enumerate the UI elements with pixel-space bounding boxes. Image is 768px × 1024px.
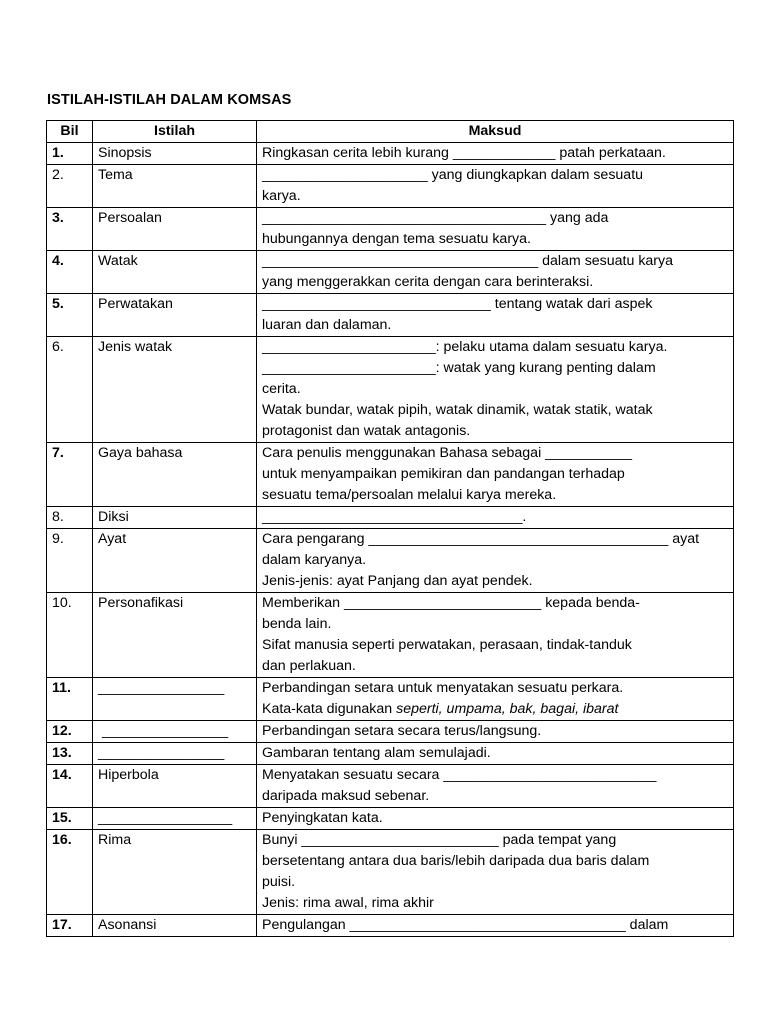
- meaning-line: ___________________________________ dalam sesuatu karya: [262, 253, 674, 269]
- meaning-line: protagonist dan watak antagonis.: [262, 423, 471, 439]
- table-row: [47, 251, 734, 294]
- term-cell: Ayat: [93, 529, 257, 593]
- term-cell: Gaya bahasa: [93, 443, 257, 507]
- header-istilah: Istilah: [93, 121, 257, 143]
- term-cell: ________________: [93, 678, 257, 721]
- meaning-line: untuk menyampaikan pemikiran dan pandangan terhadap: [262, 466, 625, 482]
- term-cell: Asonansi: [93, 915, 257, 937]
- header-bil: Bil: [47, 121, 93, 143]
- meaning-line: yang menggerakkan cerita dengan cara berinteraksi.: [262, 274, 594, 290]
- meaning-cell: [257, 743, 734, 765]
- table-header-row: [47, 121, 734, 143]
- meaning-line: Perbandingan setara secara terus/langsung.: [262, 723, 542, 739]
- meaning-line: benda lain.: [262, 616, 332, 632]
- meaning-line: Cara pengarang ______________________________________ ayat: [262, 531, 700, 547]
- meaning-line: ______________________: watak yang kurang penting dalam: [262, 360, 656, 376]
- row-number: 15.: [47, 808, 93, 830]
- term-cell: Watak: [93, 251, 257, 294]
- table-row: [47, 743, 734, 765]
- meaning-cell: [257, 529, 734, 593]
- meaning-cell: [257, 915, 734, 937]
- meaning-line: hubungannya dengan tema sesuatu karya.: [262, 231, 531, 247]
- meaning-cell: [257, 507, 734, 529]
- term-cell: Rima: [93, 830, 257, 915]
- meaning-cell: [257, 808, 734, 830]
- meaning-line: cerita.: [262, 381, 301, 397]
- table-row: [47, 529, 734, 593]
- row-number: 6.: [47, 337, 93, 443]
- meaning-line: Penyingkatan kata.: [262, 810, 383, 826]
- row-number: 7.: [47, 443, 93, 507]
- meaning-line: Gambaran tentang alam semulajadi.: [262, 745, 491, 761]
- row-number: 11.: [47, 678, 93, 721]
- meaning-line: Jenis: rima awal, rima akhir: [262, 895, 434, 911]
- meaning-cell: [257, 294, 734, 337]
- table-body: [47, 143, 734, 937]
- meaning-line: Bunyi _________________________ pada tempat yang: [262, 832, 617, 848]
- meaning-cell: [257, 721, 734, 743]
- table-row: [47, 165, 734, 208]
- meaning-line: ______________________: pelaku utama dalam sesuatu karya.: [262, 339, 668, 355]
- table-row: [47, 765, 734, 808]
- meaning-cell: [257, 143, 734, 165]
- table-row: [47, 808, 734, 830]
- meaning-cell: [257, 443, 734, 507]
- row-number: 2.: [47, 165, 93, 208]
- table-row: [47, 593, 734, 678]
- meaning-line: _____________________ yang diungkapkan dalam sesuatu: [262, 167, 644, 183]
- meaning-line: puisi.: [262, 874, 296, 890]
- meaning-line: ____________________________________ yang ada: [262, 210, 609, 226]
- table-row: [47, 678, 734, 721]
- meaning-cell: [257, 830, 734, 915]
- term-cell: Personafikasi: [93, 593, 257, 678]
- example-words: seperti, umpama, bak, bagai, ibarat: [396, 701, 619, 717]
- row-number: 5.: [47, 294, 93, 337]
- table-row: [47, 143, 734, 165]
- meaning-line: dan perlakuan.: [262, 658, 356, 674]
- row-number: 16.: [47, 830, 93, 915]
- term-cell: _________________: [93, 808, 257, 830]
- meaning-cell: [257, 337, 734, 443]
- meaning-line: Watak bundar, watak pipih, watak dinamik, watak statik, watak: [262, 402, 653, 418]
- meaning-line: sesuatu tema/persoalan melalui karya mereka.: [262, 487, 557, 503]
- term-cell: Diksi: [93, 507, 257, 529]
- table-row: [47, 337, 734, 443]
- meaning-line: Pengulangan ___________________________________ dalam: [262, 917, 669, 933]
- meaning-line: karya.: [262, 188, 301, 204]
- meaning-cell: [257, 251, 734, 294]
- table-row: [47, 443, 734, 507]
- row-number: 10.: [47, 593, 93, 678]
- term-cell: Perwatakan: [93, 294, 257, 337]
- row-number: 9.: [47, 529, 93, 593]
- meaning-text: Kata-kata digunakan: [262, 701, 397, 717]
- table-row: [47, 830, 734, 915]
- meaning-line: bersetentang antara dua baris/lebih daripada dua baris dalam: [262, 853, 650, 869]
- row-number: 14.: [47, 765, 93, 808]
- komsas-terms-table: [46, 120, 734, 937]
- meaning-line: Menyatakan sesuatu secara ___________________________: [262, 767, 657, 783]
- term-cell: Tema: [93, 165, 257, 208]
- meaning-line: Jenis-jenis: ayat Panjang dan ayat pendek.: [262, 573, 533, 589]
- row-number: 3.: [47, 208, 93, 251]
- table-row: [47, 915, 734, 937]
- meaning-line: _________________________________.: [262, 509, 527, 525]
- term-cell: ________________: [93, 721, 257, 743]
- meaning-line: Sifat manusia seperti perwatakan, perasaan, tindak-tanduk: [262, 637, 632, 653]
- meaning-line: Ringkasan cerita lebih kurang _____________ patah perkataan.: [262, 145, 666, 161]
- page-title: ISTILAH-ISTILAH DALAM KOMSAS: [47, 92, 292, 108]
- meaning-line: luaran dan dalaman.: [262, 317, 392, 333]
- term-cell: ________________: [93, 743, 257, 765]
- row-number: 4.: [47, 251, 93, 294]
- term-cell: Jenis watak: [93, 337, 257, 443]
- row-number: 8.: [47, 507, 93, 529]
- meaning-line: daripada maksud sebenar.: [262, 788, 430, 804]
- table-row: [47, 208, 734, 251]
- meaning-cell: [257, 165, 734, 208]
- meaning-cell: [257, 593, 734, 678]
- meaning-cell: [257, 678, 734, 721]
- term-cell: Sinopsis: [93, 143, 257, 165]
- meaning-line: _____________________________ tentang watak dari aspek: [262, 296, 653, 312]
- table-row: [47, 721, 734, 743]
- term-cell: Persoalan: [93, 208, 257, 251]
- meaning-line: [262, 699, 730, 720]
- table-row: [47, 507, 734, 529]
- row-number: 12.: [47, 721, 93, 743]
- table-row: [47, 294, 734, 337]
- row-number: 1.: [47, 143, 93, 165]
- meaning-cell: [257, 208, 734, 251]
- header-maksud: Maksud: [257, 121, 734, 143]
- row-number: 17.: [47, 915, 93, 937]
- meaning-line: Cara penulis menggunakan Bahasa sebagai ___________: [262, 445, 632, 461]
- meaning-line: Memberikan _________________________ kepada benda-: [262, 595, 640, 611]
- term-cell: Hiperbola: [93, 765, 257, 808]
- meaning-line: Perbandingan setara untuk menyatakan sesuatu perkara.: [262, 680, 624, 696]
- meaning-cell: [257, 765, 734, 808]
- meaning-line: dalam karyanya.: [262, 552, 367, 568]
- row-number: 13.: [47, 743, 93, 765]
